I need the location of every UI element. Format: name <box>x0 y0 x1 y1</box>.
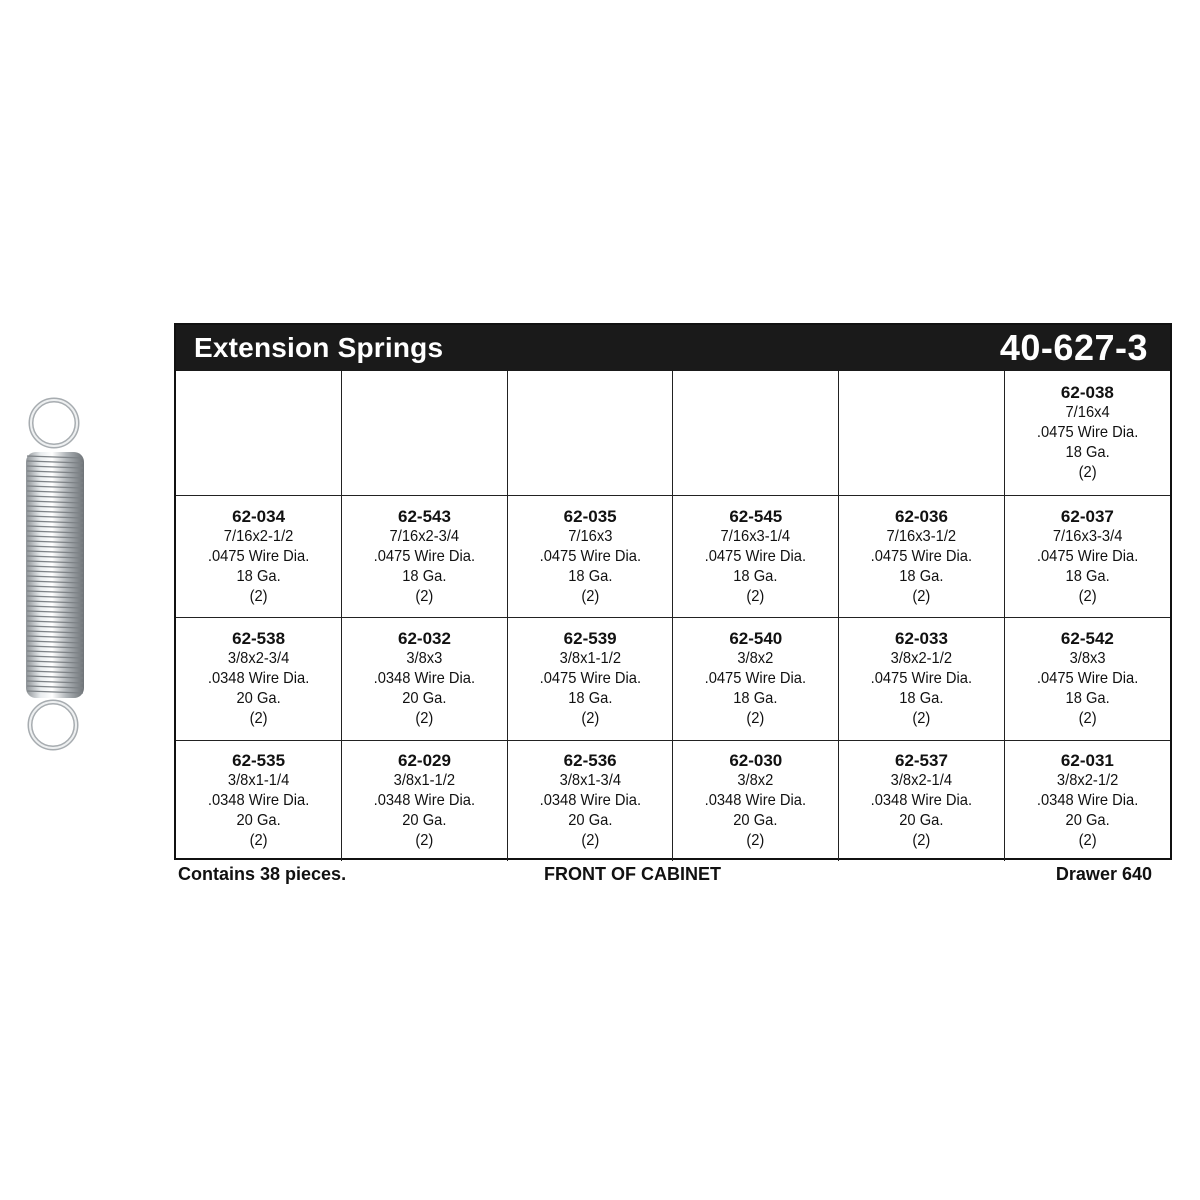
compartment-cell <box>673 496 839 618</box>
wire-diameter: .0475 Wire Dia. <box>373 547 476 565</box>
quantity: (2) <box>912 710 931 727</box>
part-number: 62-029 <box>398 751 451 770</box>
spring-size: 3/8x2 <box>737 772 774 789</box>
spring-size: 7/16x3 <box>568 527 613 545</box>
compartment-cell <box>342 618 508 741</box>
wire-diameter: .0475 Wire Dia. <box>207 547 310 565</box>
wire-diameter: .0348 Wire Dia. <box>373 792 476 809</box>
drawer-label-card <box>174 323 1172 860</box>
part-number: 62-537 <box>894 751 948 770</box>
part-number: 62-545 <box>729 506 783 526</box>
quantity: (2) <box>1078 587 1097 605</box>
grid-row <box>176 496 1170 618</box>
quantity: (2) <box>746 710 765 727</box>
wire-diameter: .0475 Wire Dia. <box>705 670 807 687</box>
quantity: (2) <box>249 832 268 849</box>
part-number: 62-032 <box>398 629 451 648</box>
product-title: Extension Springs <box>194 332 444 363</box>
part-number: 62-030 <box>729 751 783 770</box>
spring-size: 7/16x3-1/2 <box>886 527 957 545</box>
quantity: (2) <box>1078 464 1097 481</box>
wire-gauge: 18 Ga. <box>733 567 778 585</box>
compartment-cell <box>673 741 839 862</box>
compartment-cell <box>1004 371 1170 496</box>
wire-gauge: 20 Ga. <box>568 812 613 829</box>
wire-diameter: .0348 Wire Dia. <box>207 792 310 809</box>
wire-diameter: .0475 Wire Dia. <box>705 547 807 565</box>
spring-size: 7/16x2-3/4 <box>389 527 460 545</box>
part-number: 62-034 <box>232 506 286 526</box>
spring-size: 7/16x3-1/4 <box>721 527 791 545</box>
wire-diameter: .0348 Wire Dia. <box>705 792 807 809</box>
wire-diameter: .0348 Wire Dia. <box>539 792 641 809</box>
wire-diameter: .0475 Wire Dia. <box>539 670 641 687</box>
spring-size: 7/16x4 <box>1065 404 1110 421</box>
wire-gauge: 18 Ga. <box>568 567 613 585</box>
compartment-cell <box>1004 496 1170 618</box>
wire-diameter: .0475 Wire Dia. <box>1036 670 1139 687</box>
spring-size: 3/8x2 <box>737 650 774 667</box>
wire-gauge: 20 Ga. <box>402 812 447 829</box>
spring-size: 3/8x2-1/2 <box>1056 772 1119 789</box>
wire-diameter: .0475 Wire Dia. <box>539 547 641 565</box>
compartment-cell <box>176 618 342 741</box>
wire-diameter: .0475 Wire Dia. <box>1036 424 1139 441</box>
wire-gauge: 20 Ga. <box>402 690 447 707</box>
quantity: (2) <box>581 587 600 605</box>
quantity: (2) <box>249 710 268 727</box>
quantity: (2) <box>581 710 600 727</box>
part-number: 62-037 <box>1060 506 1114 526</box>
empty-compartment-cell <box>507 371 673 496</box>
piece-count: Contains 38 pieces. <box>178 864 347 884</box>
quantity: (2) <box>581 832 600 849</box>
quantity: (2) <box>415 710 434 727</box>
part-number: 62-535 <box>232 751 286 770</box>
quantity: (2) <box>1078 710 1097 727</box>
spring-size: 7/16x3-3/4 <box>1052 527 1123 545</box>
quantity: (2) <box>746 832 765 849</box>
part-number: 62-538 <box>232 629 286 648</box>
wire-gauge: 20 Ga. <box>899 812 944 829</box>
empty-compartment-cell <box>673 371 839 496</box>
part-number: 62-038 <box>1060 383 1114 402</box>
extension-spring-image <box>18 392 94 758</box>
compartment-cell <box>507 741 673 862</box>
spring-size: 7/16x2-1/2 <box>223 527 294 545</box>
quantity: (2) <box>912 587 931 605</box>
wire-diameter: .0475 Wire Dia. <box>1036 547 1139 565</box>
grid-row <box>176 371 1170 496</box>
quantity: (2) <box>1078 832 1097 849</box>
grid-row <box>176 741 1170 862</box>
part-number: 62-542 <box>1060 629 1114 648</box>
wire-diameter: .0475 Wire Dia. <box>870 547 973 565</box>
empty-compartment-cell <box>342 371 508 496</box>
part-number: 62-543 <box>398 506 451 526</box>
part-number: 62-536 <box>563 751 617 770</box>
quantity: (2) <box>415 587 434 605</box>
wire-gauge: 18 Ga. <box>402 567 447 585</box>
empty-compartment-cell <box>176 371 342 496</box>
wire-gauge: 18 Ga. <box>733 690 778 707</box>
compartment-cell <box>673 618 839 741</box>
wire-gauge: 20 Ga. <box>1065 812 1110 829</box>
wire-gauge: 20 Ga. <box>236 690 281 707</box>
compartment-cell <box>176 496 342 618</box>
part-number: 62-036 <box>894 506 948 526</box>
compartment-grid <box>176 371 1170 861</box>
footer <box>178 864 1152 888</box>
quantity: (2) <box>415 832 434 849</box>
compartment-cell <box>1004 741 1170 862</box>
spring-size: 3/8x1-1/2 <box>559 650 621 667</box>
wire-gauge: 20 Ga. <box>236 812 281 829</box>
wire-gauge: 18 Ga. <box>1065 690 1110 707</box>
compartment-cell <box>839 741 1005 862</box>
compartment-cell <box>342 741 508 862</box>
spring-size: 3/8x1-1/2 <box>393 772 456 789</box>
spring-size: 3/8x2-1/2 <box>890 650 953 667</box>
spring-size: 3/8x2-1/4 <box>890 772 953 789</box>
wire-gauge: 18 Ga. <box>568 690 613 707</box>
spring-size: 3/8x1-1/4 <box>227 772 290 789</box>
cabinet-orientation: FRONT OF CABINET <box>544 864 721 884</box>
quantity: (2) <box>912 832 931 849</box>
wire-diameter: .0348 Wire Dia. <box>373 670 476 687</box>
compartment-cell <box>839 496 1005 618</box>
part-number: 62-031 <box>1060 751 1114 770</box>
wire-diameter: .0475 Wire Dia. <box>870 670 973 687</box>
part-number: 62-033 <box>894 629 948 648</box>
compartment-cell <box>839 618 1005 741</box>
wire-gauge: 18 Ga. <box>236 567 281 585</box>
part-number: 62-539 <box>563 629 617 648</box>
wire-gauge: 18 Ga. <box>1065 567 1110 585</box>
grid-row <box>176 618 1170 741</box>
wire-diameter: .0348 Wire Dia. <box>207 670 310 687</box>
wire-gauge: 20 Ga. <box>733 812 778 829</box>
spring-size: 3/8x2-3/4 <box>227 650 290 667</box>
wire-gauge: 18 Ga. <box>899 690 944 707</box>
header-bar <box>176 325 1170 371</box>
spring-size: 3/8x3 <box>406 650 443 667</box>
spring-size: 3/8x3 <box>1069 650 1106 667</box>
compartment-cell <box>507 618 673 741</box>
quantity: (2) <box>746 587 765 605</box>
compartment-cell <box>507 496 673 618</box>
spring-size: 3/8x1-3/4 <box>559 772 621 789</box>
wire-gauge: 18 Ga. <box>1065 444 1110 461</box>
product-code: 40-627-3 <box>999 327 1148 368</box>
wire-diameter: .0348 Wire Dia. <box>870 792 973 809</box>
part-number: 62-540 <box>729 629 783 648</box>
compartment-cell <box>342 496 508 618</box>
part-number: 62-035 <box>563 506 617 526</box>
wire-gauge: 18 Ga. <box>899 567 944 585</box>
compartment-cell <box>176 741 342 862</box>
wire-diameter: .0348 Wire Dia. <box>1036 792 1139 809</box>
quantity: (2) <box>249 587 268 605</box>
empty-compartment-cell <box>839 371 1005 496</box>
compartment-cell <box>1004 618 1170 741</box>
drawer-number: Drawer 640 <box>1055 864 1152 884</box>
